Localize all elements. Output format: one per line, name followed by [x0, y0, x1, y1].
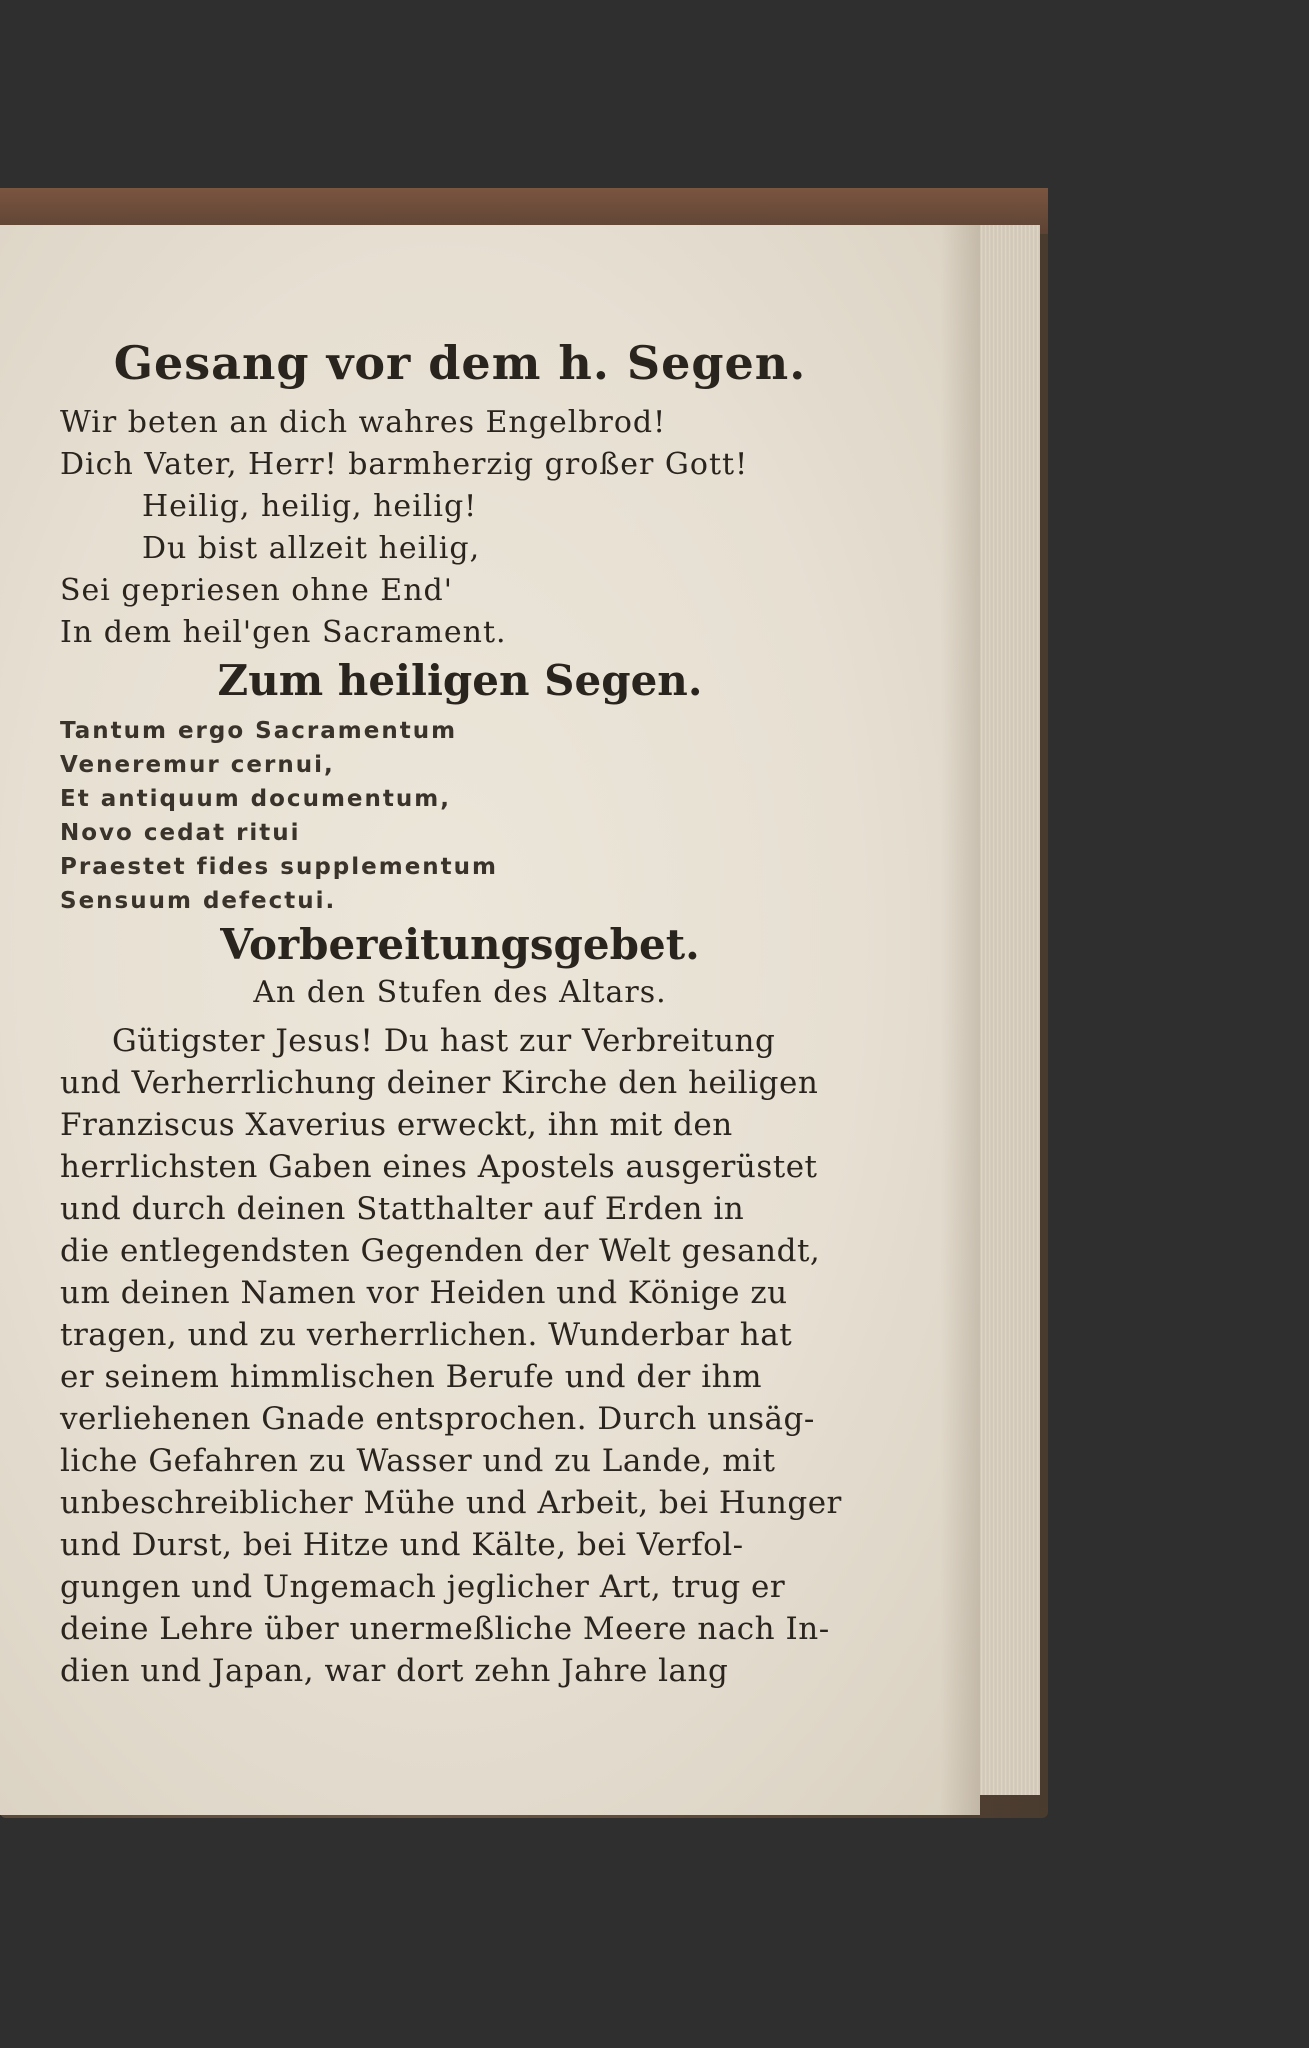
section-heading: Vorbereitungsgebet.: [220, 920, 700, 969]
page-gutter-shadow: [940, 225, 980, 1815]
prayer-line: die entlegendsten Gegenden der Welt gesandt,: [60, 1233, 821, 1269]
prayer-line: liche Gefahren zu Wasser und zu Lande, mit: [60, 1443, 776, 1479]
prayer-line: herrlichsten Gaben eines Apostels ausgerüstet: [60, 1149, 818, 1185]
verse-line: Heilig, heilig, heilig!: [142, 489, 478, 524]
latin-line: Novo cedat ritui: [60, 820, 301, 846]
verse-line: Du bist allzeit heilig,: [142, 531, 481, 566]
section-heading: Zum heiligen Segen.: [217, 656, 703, 705]
prayer-line: und durch deinen Statthalter auf Erden in: [60, 1191, 745, 1227]
prayer-line: gungen und Ungemach jeglicher Art, trug er: [60, 1569, 786, 1605]
prayer-line: verliehenen Gnade entsprochen. Durch unsäg-: [60, 1401, 815, 1437]
prayer-line: dien und Japan, war dort zehn Jahre lang: [60, 1653, 729, 1689]
latin-line: Veneremur cernui,: [60, 752, 335, 778]
prayer-line: Gütigster Jesus! Du hast zur Verbreitung: [112, 1023, 776, 1059]
latin-line: Sensuum defectui.: [60, 888, 337, 914]
prayer-line: und Durst, bei Hitze und Kälte, bei Verfol-: [60, 1527, 744, 1563]
latin-line: Praestet fides supplementum: [60, 854, 499, 880]
prayer-line: und Verherrlichung deiner Kirche den heiligen: [60, 1065, 819, 1101]
verse-line: In dem heil'gen Sacrament.: [60, 615, 507, 650]
prayer-line: deine Lehre über unermeßliche Meere nach In-: [60, 1611, 830, 1647]
prayer-line: er seinem himmlischen Berufe und der ihm: [60, 1359, 762, 1395]
prayer-line: tragen, und zu verherrlichen. Wunderbar hat: [60, 1317, 793, 1353]
latin-line: Et antiquum documentum,: [60, 786, 451, 812]
page-title: Gesang vor dem h. Segen.: [113, 336, 807, 390]
verse-line: Sei gepriesen ohne End': [60, 573, 453, 608]
prayer-line: Franziscus Xaverius erweckt, ihn mit den: [60, 1107, 733, 1143]
verse-line: Dich Vater, Herr! barmherzig großer Gott!: [60, 447, 749, 482]
prayer-line: unbeschreiblicher Mühe und Arbeit, bei Hunger: [60, 1485, 842, 1521]
prayer-line: um deinen Namen vor Heiden und Könige zu: [60, 1275, 788, 1311]
section-subtitle: An den Stufen des Altars.: [253, 975, 667, 1010]
latin-line: Tantum ergo Sacramentum: [60, 718, 458, 744]
verse-line: Wir beten an dich wahres Engelbrod!: [60, 405, 667, 440]
